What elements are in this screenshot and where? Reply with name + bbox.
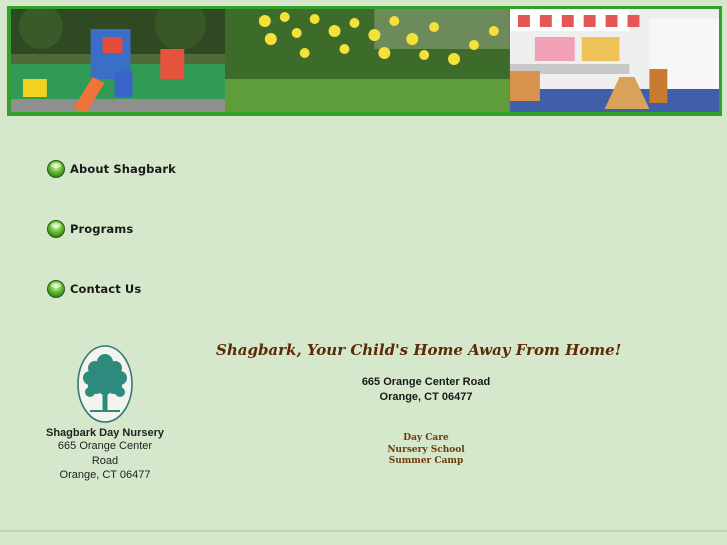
main-address	[326, 375, 526, 405]
banner-photo-daffodils	[225, 9, 510, 112]
header-banner	[7, 6, 722, 116]
shagbark-tree-logo-icon	[76, 344, 134, 424]
nav-item-contact[interactable]	[47, 278, 176, 300]
nav-item-label: Contact Us	[70, 282, 142, 296]
green-orb-bullet-icon	[47, 220, 65, 238]
nav-item-label: About Shagbark	[70, 162, 176, 176]
address-line: 665 Orange Center	[57, 440, 153, 452]
address-line: Orange, CT 06477	[59, 469, 151, 481]
nav-item-about[interactable]	[47, 158, 176, 180]
nav-item-label: Programs	[70, 222, 134, 236]
address-line: Road	[91, 454, 119, 467]
green-orb-bullet-icon	[47, 280, 65, 298]
service-item: Summer Camp	[388, 456, 464, 466]
nav-item-programs[interactable]	[47, 218, 176, 240]
service-item: Day Care	[403, 433, 449, 443]
service-item: Nursery School	[387, 444, 465, 455]
green-orb-bullet-icon	[47, 160, 65, 178]
services-list	[376, 433, 476, 468]
page-tagline: Shagbark, Your Child's Home Away From Home!	[216, 341, 622, 359]
banner-photo-playground	[11, 9, 225, 112]
main-nav	[47, 158, 176, 338]
logo-block	[40, 344, 170, 483]
address-line: 665 Orange Center Road	[361, 376, 491, 388]
bottom-divider	[0, 530, 727, 532]
banner-photo-classroom	[510, 9, 719, 112]
school-name: Shagbark Day Nursery	[46, 427, 164, 439]
address-line: Orange, CT 06477	[379, 391, 473, 403]
